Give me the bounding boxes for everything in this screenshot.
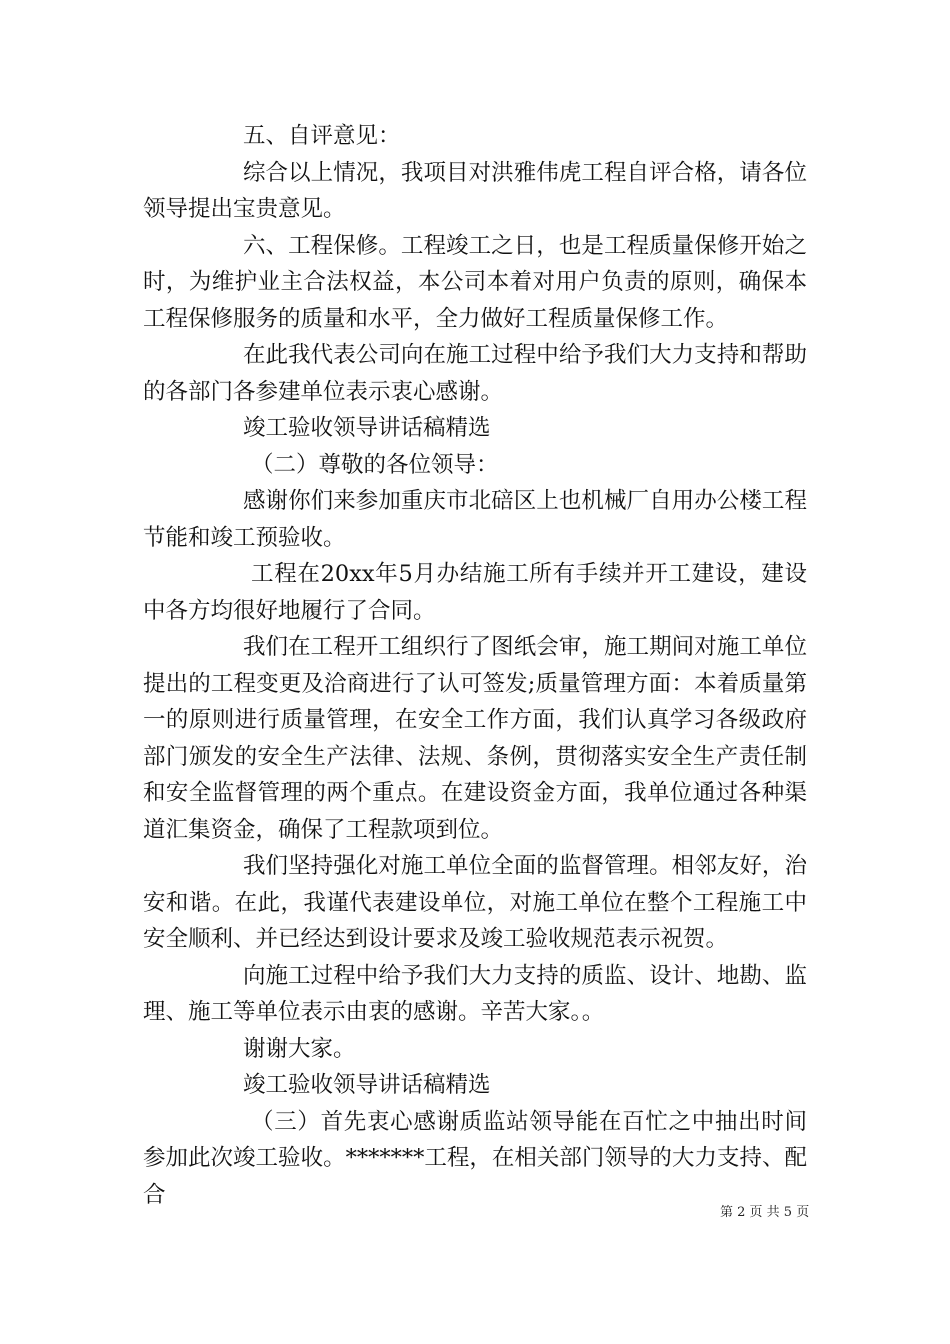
paragraph-supervision: 我们坚持强化对施工单位全面的监督管理。相邻友好，治安和谐。在此，我谨代表建设单位，对施工单位在整个工程施工中安全顺利、并已经达到设计要求及竣工验收规范表示祝贺。 — [143, 853, 807, 952]
paragraph-speech-3-opening: （三）首先衷心感谢质监站领导能在百忙之中抽出时间参加此次竣工验收。*******工程，在相关部门领导的大力支持、配合 — [143, 1108, 807, 1208]
paragraph-construction-start: 工程在20xx年5月办结施工所有手续并开工建设，建设中各方均很好地履行了合同。 — [143, 561, 807, 624]
salutation-2: （二）尊敬的各位领导： — [251, 451, 499, 478]
paragraph-thank-you: 谢谢大家。 — [243, 1035, 356, 1062]
paragraph-warranty: 六、工程保修。工程竣工之日，也是工程质量保修开始之时，为维护业主合法权益，本公司本着对用户负责的原则，确保本工程保修服务的质量和水平，全力做好工程质量保修工作。 — [143, 232, 807, 332]
section-heading-self-evaluation: 五、自评意见： — [243, 123, 401, 149]
section-title-speech-2: 竣工验收领导讲话稿精选 — [243, 415, 491, 441]
paragraph-thanks-departments: 在此我代表公司向在施工过程中给予我们大力支持和帮助的各部门各参建单位表示衷心感谢。 — [143, 342, 807, 405]
paragraph-management: 我们在工程开工组织行了图纸会审，施工期间对施工单位提出的工程变更及洽商进行了认可签发;质量管理方面：本着质量第一的原则进行质量管理，在安全工作方面，我们认真学习各级政府部门颁发的安全生产法律、法规、条例，贯彻落实安全生产责任制和安全监督管理的两个重点。在建设资金方面，我单位通过各种渠道汇集资金，确保了工程款项到位。 — [143, 634, 807, 843]
page-number-footer: 第 2 页 共 5 页 — [720, 1205, 810, 1220]
paragraph-welcome: 感谢你们来参加重庆市北碚区上也机械厂自用办公楼工程节能和竣工预验收。 — [143, 488, 807, 551]
paragraph-self-evaluation: 综合以上情况，我项目对洪雅伟虎工程自评合格，请各位领导提出宝贵意见。 — [143, 159, 807, 222]
section-title-speech-3: 竣工验收领导讲话稿精选 — [243, 1072, 491, 1098]
document-body — [143, 118, 807, 1213]
paragraph-gratitude: 向施工过程中给予我们大力支持的质监、设计、地勘、监理、施工等单位表示由衷的感谢。辛苦大家。。 — [143, 962, 807, 1025]
